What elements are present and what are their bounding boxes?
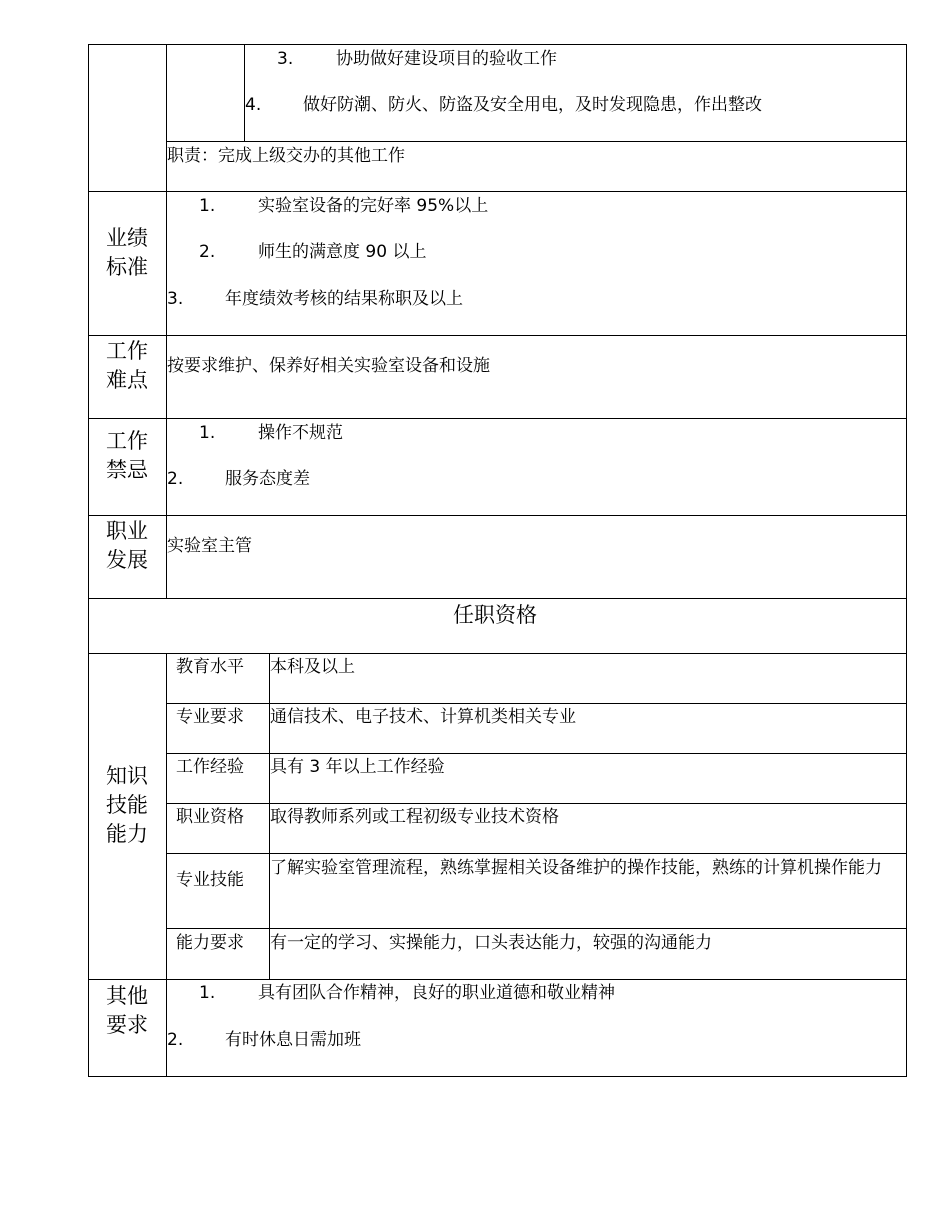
- qual-value-ability: 有一定的学习、实操能力，口头表达能力，较强的沟通能力: [270, 933, 712, 953]
- label-column-divider: [166, 653, 167, 1077]
- other-item-1: [199, 982, 615, 1004]
- performance-item-1: [199, 195, 488, 217]
- performance-item-number: 3.: [167, 289, 184, 309]
- other-item-2: [167, 1029, 361, 1051]
- row-divider: [88, 598, 907, 599]
- taboo-item-number: 2.: [167, 469, 184, 489]
- difficulty-label-line1: 工作: [106, 339, 148, 363]
- table-border-bottom: [88, 1076, 907, 1077]
- qualification-title: 任职资格: [453, 603, 537, 627]
- other-duty-text: 职责：完成上级交办的其他工作: [167, 146, 405, 166]
- difficulty-label: [88, 337, 166, 395]
- performance-item-number: 2.: [199, 242, 216, 262]
- performance-item-3: [167, 288, 463, 310]
- row-divider: [166, 853, 907, 854]
- performance-label: [88, 224, 166, 282]
- other-label-line1: 其他: [106, 984, 148, 1008]
- row-divider: [166, 141, 907, 142]
- performance-item-text: 实验室设备的完好率 95%以上: [258, 196, 489, 216]
- taboo-item-1: [199, 422, 343, 444]
- career-label: [88, 517, 166, 575]
- row-divider: [166, 703, 907, 704]
- other-item-number: 2.: [167, 1030, 184, 1050]
- taboo-item-text: 服务态度差: [225, 469, 310, 489]
- other-item-text: 有时休息日需加班: [225, 1030, 361, 1050]
- difficulty-text: 按要求维护、保养好相关实验室设备和设施: [167, 356, 490, 376]
- knowledge-label: [88, 762, 166, 849]
- performance-item-text: 师生的满意度 90 以上: [258, 242, 427, 262]
- qual-key-experience: 工作经验: [176, 757, 244, 777]
- table-border-right: [906, 44, 907, 1077]
- row-divider: [166, 803, 907, 804]
- taboo-label: [88, 427, 166, 485]
- duty-item-number: 4.: [245, 95, 262, 115]
- performance-item-text: 年度绩效考核的结果称职及以上: [225, 289, 463, 309]
- qual-key-major: 专业要求: [176, 707, 244, 727]
- taboo-item-number: 1.: [199, 423, 216, 443]
- difficulty-label-line2: 难点: [106, 368, 148, 392]
- qual-value-education: 本科及以上: [270, 657, 355, 677]
- qual-key-certification: 职业资格: [176, 807, 244, 827]
- performance-label-line2: 标准: [106, 255, 148, 279]
- duty-item-4: [245, 94, 762, 116]
- career-label-line2: 发展: [106, 548, 148, 572]
- duty-item-text: 做好防潮、防火、防盗及安全用电，及时发现隐患，作出整改: [303, 95, 762, 115]
- row-divider: [88, 979, 907, 980]
- row-divider: [88, 335, 907, 336]
- qual-value-skills: 了解实验室管理流程，熟练掌握相关设备维护的操作技能，熟练的计算机操作能力: [270, 858, 882, 878]
- career-text: 实验室主管: [167, 536, 252, 556]
- qual-value-major: 通信技术、电子技术、计算机类相关专业: [270, 707, 576, 727]
- inner-column-divider: [244, 44, 245, 142]
- row-divider: [166, 753, 907, 754]
- row-divider: [166, 928, 907, 929]
- other-item-number: 1.: [199, 983, 216, 1003]
- other-label-line2: 要求: [106, 1013, 148, 1037]
- row-divider: [88, 191, 907, 192]
- label-column-divider: [166, 44, 167, 599]
- career-label-line1: 职业: [106, 519, 148, 543]
- row-divider: [88, 515, 907, 516]
- other-label: [88, 982, 166, 1040]
- performance-label-line1: 业绩: [106, 226, 148, 250]
- taboo-item-text: 操作不规范: [258, 423, 343, 443]
- taboo-label-line1: 工作: [106, 429, 148, 453]
- duty-item-number: 3.: [277, 49, 294, 69]
- performance-item-2: [199, 241, 426, 263]
- other-item-text: 具有团队合作精神，良好的职业道德和敬业精神: [258, 983, 615, 1003]
- qual-value-experience: 具有 3 年以上工作经验: [270, 757, 445, 777]
- qual-key-ability: 能力要求: [176, 933, 244, 953]
- taboo-item-2: [167, 468, 310, 490]
- taboo-label-line2: 禁忌: [106, 458, 148, 482]
- row-divider: [88, 653, 907, 654]
- duty-item-3: [277, 48, 557, 70]
- duty-item-text: 协助做好建设项目的验收工作: [336, 49, 557, 69]
- qual-value-certification: 取得教师系列或工程初级专业技术资格: [270, 807, 559, 827]
- table-border-top: [88, 44, 907, 45]
- qual-key-education: 教育水平: [176, 657, 244, 677]
- knowledge-label-line2: 技能: [106, 793, 148, 817]
- qual-key-skills: 专业技能: [176, 870, 244, 890]
- knowledge-label-line3: 能力: [106, 822, 148, 846]
- performance-item-number: 1.: [199, 196, 216, 216]
- row-divider: [88, 418, 907, 419]
- knowledge-label-line1: 知识: [106, 764, 148, 788]
